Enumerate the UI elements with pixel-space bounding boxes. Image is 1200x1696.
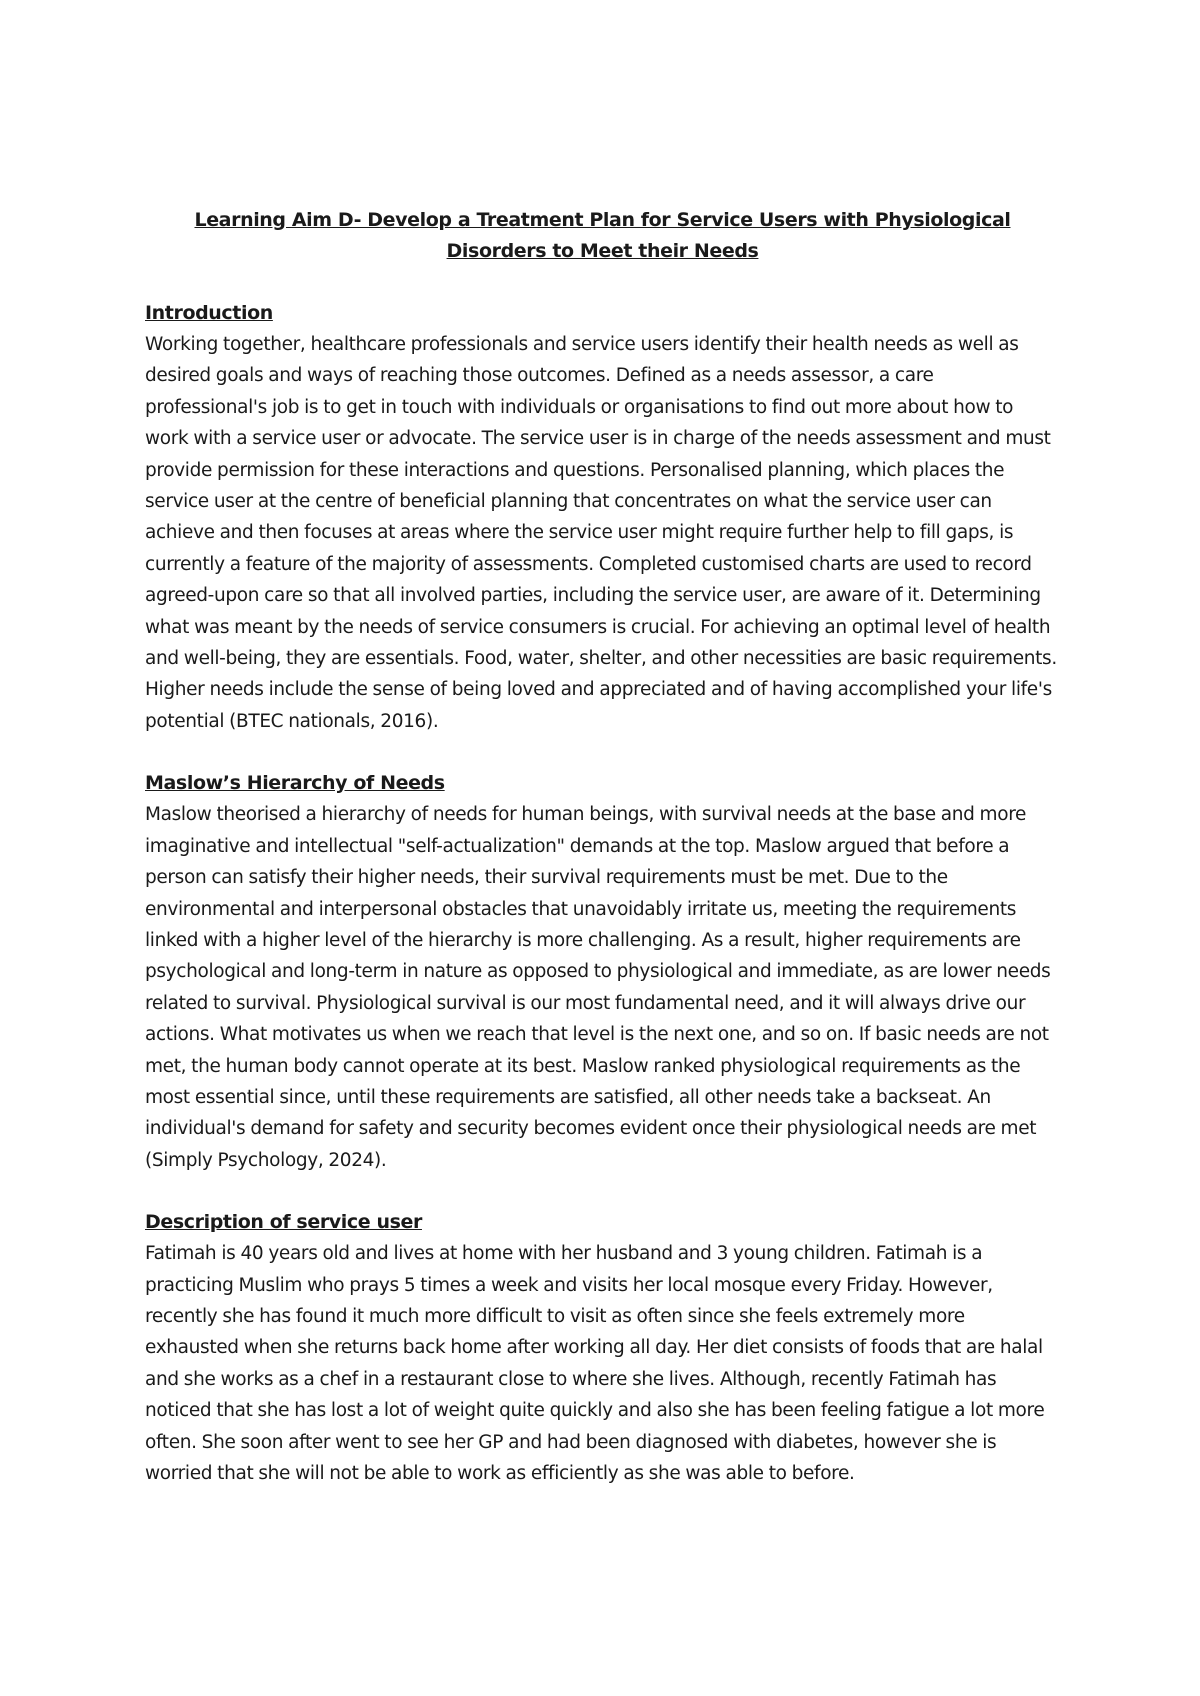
section-body-introduction: Working together, healthcare professionals and service users identify their health needs as well as desired goals and ways of reaching those outcomes. Defined as a needs assessor, a care professional's job is to get in touch with individuals or organisations to find out more about how to work with a service user or advocate. The service user is in charge of the needs assessment and must provide permission for these interactions and questions. Personalised planning, which places the service user at the centre of beneficial planning that concentrates on what the service user can achieve and then focuses at areas where the service user might require further help to fill gaps, is currently a feature of the majority of assessments. Completed customised charts are used to record agreed-upon care so that all involved parties, including the service user, are aware of it. Determining what was meant by the needs of service consumers is crucial. For achieving an optimal level of health and well-being, they are essentials. Food, water, shelter, and other necessities are basic requirements. Higher needs include the sense of being loved and appreciated and of having accomplished your life's potential (BTEC nationals, 2016). [145,334,1057,732]
section-body-service-user: Fatimah is 40 years old and lives at home with her husband and 3 young children. Fatimah is a practicing Muslim who prays 5 times a week and visits her local mosque every Friday. However, recently she has found it much more difficult to visit as often since she feels extremely more exhausted when she returns back home after working all day. Her diet consists of foods that are halal and she works as a chef in a restaurant close to where she lives. Although, recently Fatimah has noticed that she has lost a lot of weight quite quickly and also she has been feeling fatigue a lot more often. She soon after went to see her GP and had been diagnosed with diabetes, however she is worried that she will not be able to work as efficiently as she was able to before. [145,1243,1045,1484]
section-heading-maslow: Maslow’s Hierarchy of Needs [145,772,445,795]
section-heading-introduction: Introduction [145,302,273,324]
section-body-maslow: Maslow theorised a hierarchy of needs for human beings, with survival needs at the base and more imaginative and intellectual "self-actualization" demands at the top. Maslow argued that before a person can satisfy their higher needs, their survival requirements must be met. Due to the environmental and interpersonal obstacles that unavoidably irritate us, meeting the requirements linked with a higher level of the hierarchy is more challenging. As a result, higher requirements are psychological and long-term in nature as opposed to physiological and immediate, as are lower needs related to survival. Physiological survival is our most fundamental need, and it will always drive our actions. What motivates us when we reach that level is the next one, and so on. If basic needs are not met, the human body cannot operate at its best. Maslow ranked physiological requirements as the most essential since, until these requirements are satisfied, all other needs take a backseat. An individual's demand for safety and security becomes evident once their physiological needs are met (Simply Psychology, 2024). [145,804,1051,1171]
document-title: Learning Aim D- Develop a Treatment Plan for Service Users with Physiological Disorders to Meet their Needs [194,209,1011,262]
document-page [145,205,1060,1489]
section-heading-service-user: Description of service user [145,1211,422,1234]
section-introduction [145,298,1060,737]
section-service-user [145,1207,1060,1489]
section-maslow [145,768,1060,1176]
